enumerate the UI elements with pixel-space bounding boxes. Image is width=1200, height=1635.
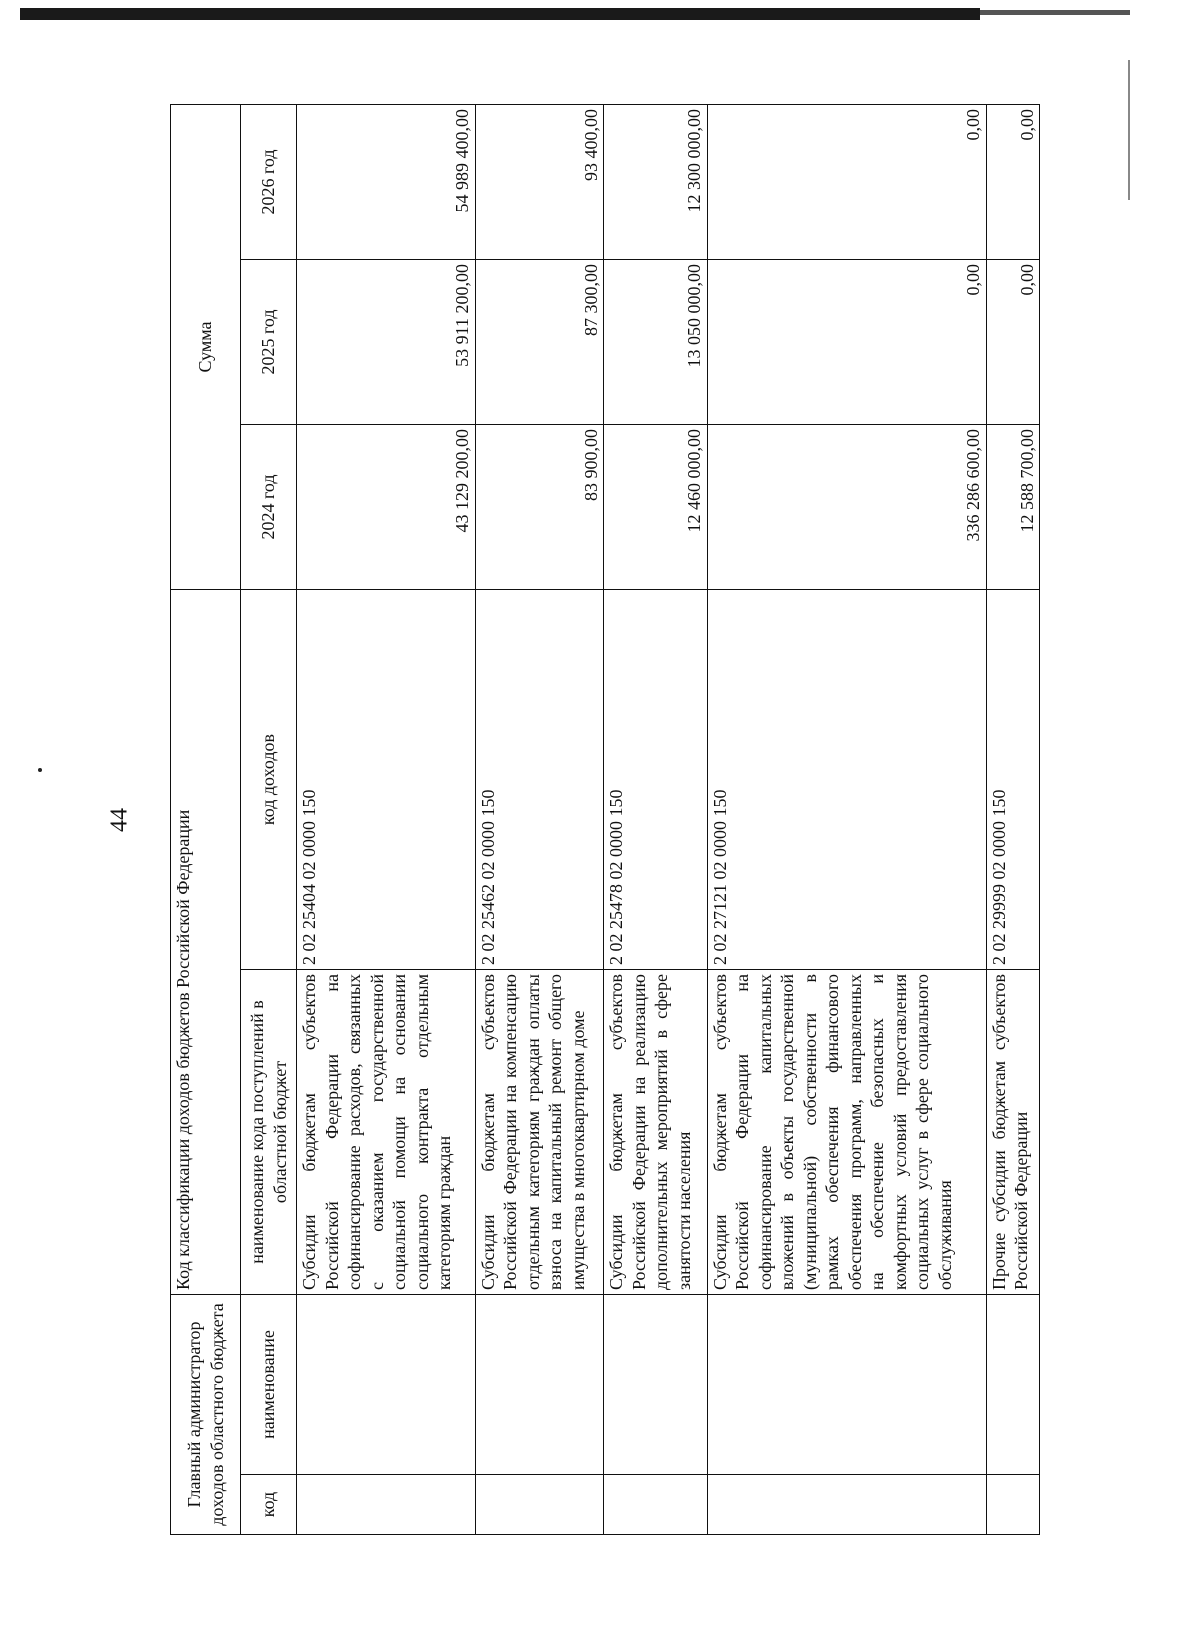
scan-dot bbox=[38, 768, 42, 772]
row-income-code: 2 02 25462 02 0000 150 bbox=[475, 590, 604, 970]
row-sum-2024: 336 286 600,00 bbox=[707, 425, 986, 590]
income-classification-table bbox=[170, 104, 1040, 1535]
header-sum-group: Сумма bbox=[171, 104, 241, 589]
header-classification-group: Код классификации доходов бюджетов Российской Федерации bbox=[171, 590, 241, 1295]
row-admin-name bbox=[297, 1295, 476, 1475]
header-year-2024: 2024 год bbox=[241, 425, 297, 590]
scan-top-bar bbox=[20, 8, 980, 20]
row-sum-2025: 0,00 bbox=[986, 260, 1039, 425]
row-sum-2026: 0,00 bbox=[707, 104, 986, 259]
row-admin-name bbox=[986, 1295, 1039, 1475]
header-year-2025: 2025 год bbox=[241, 260, 297, 425]
row-income-name: Субсидии бюджетам субъектов Российской Федерации на софинансирование расходов, связанных с оказанием государственной социальной помощи на основании социального контракта отдельным категориям граждан bbox=[297, 970, 476, 1295]
header-admin-group: Главный администратор доходов областного бюджета bbox=[171, 1295, 241, 1535]
header-admin-code: код bbox=[241, 1475, 297, 1535]
row-sum-2026: 12 300 000,00 bbox=[604, 104, 708, 259]
row-income-code: 2 02 27121 02 0000 150 bbox=[707, 590, 986, 970]
row-admin-code bbox=[986, 1475, 1039, 1535]
row-income-name: Прочие субсидии бюджетам субъектов Российской Федерации bbox=[986, 970, 1039, 1295]
header-income-name: наименование кода поступлений в областной бюджет bbox=[241, 970, 297, 1295]
table-row bbox=[986, 104, 1039, 1534]
row-admin-code bbox=[297, 1475, 476, 1535]
table-row bbox=[297, 104, 476, 1534]
scan-top-bar-tail bbox=[980, 10, 1130, 15]
row-sum-2024: 83 900,00 bbox=[475, 425, 604, 590]
row-sum-2024: 12 460 000,00 bbox=[604, 425, 708, 590]
row-admin-code bbox=[475, 1475, 604, 1535]
header-income-code: код доходов bbox=[241, 590, 297, 970]
row-income-code: 2 02 25404 02 0000 150 bbox=[297, 590, 476, 970]
row-sum-2025: 53 911 200,00 bbox=[297, 260, 476, 425]
row-income-name: Субсидии бюджетам субъектов Российской Федерации на софинансирование капитальных вложений в объекты государственной (муниципальной) собственности в рамках обеспечения финансового обеспечения программ, направленных на обеспечение безопасных и комфортных условий предоставления социальных услуг в сфере социального обслуживания bbox=[707, 970, 986, 1295]
page-number: 44 bbox=[106, 808, 133, 832]
row-admin-name bbox=[707, 1295, 986, 1475]
row-sum-2025: 13 050 000,00 bbox=[604, 260, 708, 425]
row-sum-2025: 0,00 bbox=[707, 260, 986, 425]
row-sum-2024: 12 588 700,00 bbox=[986, 425, 1039, 590]
row-sum-2025: 87 300,00 bbox=[475, 260, 604, 425]
row-sum-2026: 0,00 bbox=[986, 104, 1039, 259]
table-row bbox=[604, 104, 708, 1534]
table-row bbox=[475, 104, 604, 1534]
rotated-table-wrapper bbox=[170, 105, 1040, 1535]
row-income-code: 2 02 29999 02 0000 150 bbox=[986, 590, 1039, 970]
table-row bbox=[707, 104, 986, 1534]
header-year-2026: 2026 год bbox=[241, 104, 297, 259]
row-admin-name bbox=[604, 1295, 708, 1475]
row-income-name: Субсидии бюджетам субъектов Российской Федерации на реализацию дополнительных мероприятий в сфере занятости населения bbox=[604, 970, 708, 1295]
row-sum-2026: 93 400,00 bbox=[475, 104, 604, 259]
header-admin-name: наименование bbox=[241, 1295, 297, 1475]
row-income-name: Субсидии бюджетам субъектов Российской Федерации на компенсацию отдельным категориям граждан оплаты взноса на капитальный ремонт общего имущества в многоквартирном доме bbox=[475, 970, 604, 1295]
row-sum-2024: 43 129 200,00 bbox=[297, 425, 476, 590]
scan-edge-line bbox=[1128, 60, 1130, 200]
row-admin-name bbox=[475, 1295, 604, 1475]
row-admin-code bbox=[707, 1475, 986, 1535]
row-admin-code bbox=[604, 1475, 708, 1535]
row-income-code: 2 02 25478 02 0000 150 bbox=[604, 590, 708, 970]
row-sum-2026: 54 989 400,00 bbox=[297, 104, 476, 259]
